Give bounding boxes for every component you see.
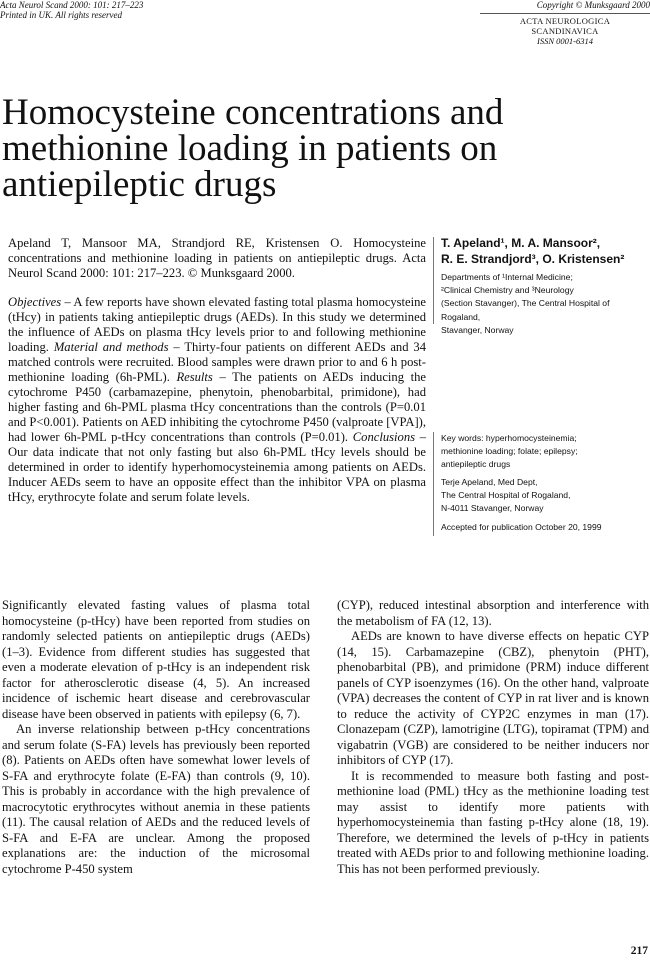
- abstract: [8, 295, 426, 505]
- keywords: [441, 432, 641, 471]
- journal-reference: Acta Neurol Scand 2000: 101: 217–223: [0, 0, 144, 10]
- page-number: 217: [630, 945, 648, 957]
- body-paragraph: Significantly elevated fasting values of plasma total homocysteine (p-tHcy) have been reported from studies on randomly selected patients on antiepileptic drugs (AEDs) (1–3). Evidence from different studies has suggested that even a moderate elevation of p-tHcy is an independent risk factor for atherosclerotic disease (4, 5). An increased incidence of ischemic heart disease and cerebrovascular disease have been observed in patients with epilepsy (6, 7).: [2, 598, 310, 721]
- conclusions-text: – Our data indicate that not only fasting but also 6h-PML tHcy levels should be determined in order to identify hyperhomocysteinemia among patients on AEDs. Inducer AEDs seem to have an opposite effect than the inhibitor VPA on plasma tHcy, erythrocyte folate and serum folate levels.: [8, 430, 426, 504]
- authors-line2: R. E. Strandjord³, O. Kristensen²: [441, 252, 625, 266]
- journal-name-line2: SCANDINAVICA: [531, 26, 599, 36]
- journal-name-line1: ACTA NEUROLOGICA: [519, 16, 611, 26]
- affiliation-line: ²Clinical Chemistry and ³Neurology: [441, 285, 574, 296]
- affiliation-line: Stavanger, Norway: [441, 324, 514, 335]
- objectives-text: – A few reports have shown elevated fasting total plasma homocysteine (tHcy) in patients taking antiepileptic drugs (AEDs). In this study we determined the influence of AEDs on plasma tHcy levels prior to and following methionine loading.: [8, 295, 426, 354]
- author-list: [441, 235, 649, 267]
- body-paragraph: It is recommended to measure both fasting and post-methionine load (PML) tHcy as the methionine loading test may assist to identify more patients with hyperhomocysteinemia than fasting p-tHcy alone (18, 19). Therefore, we determined the levels of p-tHcy in patients treated with AEDs prior to and following methionine loading. This has not been performed previously.: [337, 768, 649, 876]
- keywords-line: methionine loading; folate; epilepsy;: [441, 446, 578, 456]
- body-paragraph: (CYP), reduced intestinal absorption and interference with the metabolism of FA (12, 13).: [337, 598, 649, 628]
- keywords-line: antiepileptic drugs: [441, 459, 511, 469]
- issn: ISSN 0001-6314: [537, 36, 593, 46]
- running-header-right: [480, 0, 650, 46]
- copyright-notice: Copyright © Munksgaard 2000: [536, 0, 650, 10]
- accepted-date: Accepted for publication October 20, 1999: [441, 522, 602, 532]
- printed-notice: Printed in UK. All rights reserved: [0, 10, 122, 20]
- running-header-left: [0, 0, 143, 20]
- keywords-line: Key words: hyperhomocysteinemia;: [441, 433, 577, 443]
- affiliations: [441, 271, 649, 337]
- body-column-left: [2, 598, 310, 877]
- body-paragraph: An inverse relationship between p-tHcy concentrations and serum folate (S-FA) levels has previously been reported (8). Patients on AEDs often have somewhat lower levels of S-FA and erythrocyte folate (E-FA) than controls (9, 10). This is probably in accordance with the high prevalence of macrocytotic erythrocytes without anemia in these patients (11). The causal relation of AEDs and the reduced levels of S-FA and E-FA are unclear. Among the proposed explanations are: the induction of the microsomal cytochrome P-450 system: [2, 722, 310, 876]
- affiliation-line: (Section Stavanger), The Central Hospital of Rogaland,: [441, 298, 610, 322]
- correspondence-line: The Central Hospital of Rogaland,: [441, 490, 571, 500]
- objectives-label: Objectives: [8, 295, 62, 309]
- sidebar-rule-top: [433, 237, 434, 324]
- citation: Apeland T, Mansoor MA, Strandjord RE, Kristensen O. Homocysteine concentrations and methionine loading in patients on antiepileptic drugs. Acta Neurol Scand 2000: 101: 217–223. © Munksgaard 2000.: [8, 236, 426, 280]
- results-label: Results: [176, 370, 213, 384]
- correspondence-line: Terje Apeland, Med Dept,: [441, 477, 538, 487]
- body-paragraph: AEDs are known to have diverse effects on hepatic CYP (14, 15). Carbamazepine (CBZ), phenytoin (PHT), phenobarbital (PB), and primidone (PRM) induce different panels of CYP isoenzymes (16). On the other hand, valproate (VPA) decreases the content of CYP in rat liver and is known to reduce the activity of CYP2C enzymes in man (17). Clonazepam (CZP), lamotrigine (LTG), topiramat (TPM) and vigabatrin (VGB) are considered to be neither inducers nor inhibitors of CYP (17).: [337, 629, 649, 767]
- body-column-right: [337, 598, 649, 877]
- methods-label: Material and methods: [53, 340, 169, 354]
- affiliation-line: Departments of ¹Internal Medicine;: [441, 272, 573, 282]
- article-title: Homocysteine concentrations and methionine loading in patients on antiepileptic drugs: [2, 92, 504, 205]
- sidebar-rule-bottom: [433, 432, 434, 536]
- methods-text: – Thirty-four patients on different AEDs and 34 matched controls were recruited. Blood samples were drawn prior to and 6 h post-methionine loading (6h-PML).: [8, 340, 426, 384]
- conclusions-label: Conclusions: [352, 430, 416, 444]
- correspondence-line: N-4011 Stavanger, Norway: [441, 503, 544, 513]
- results-text: – The patients on AEDs inducing the cytochrome P450 (carbamazepine, phenytoin, phenobarbital, primidone), had higher fasting and 6h-PML plasma tHcy concentrations than the controls (P=0.01 and P<0.001). Patients on AED inhibiting the cytochrome P450 (valproate [VPA]), had lower 6h-PML p-tHcy concentrations than controls (P=0.01).: [8, 370, 426, 444]
- correspondence-address: [441, 476, 641, 515]
- authors-line1: T. Apeland¹, M. A. Mansoor²,: [441, 236, 601, 250]
